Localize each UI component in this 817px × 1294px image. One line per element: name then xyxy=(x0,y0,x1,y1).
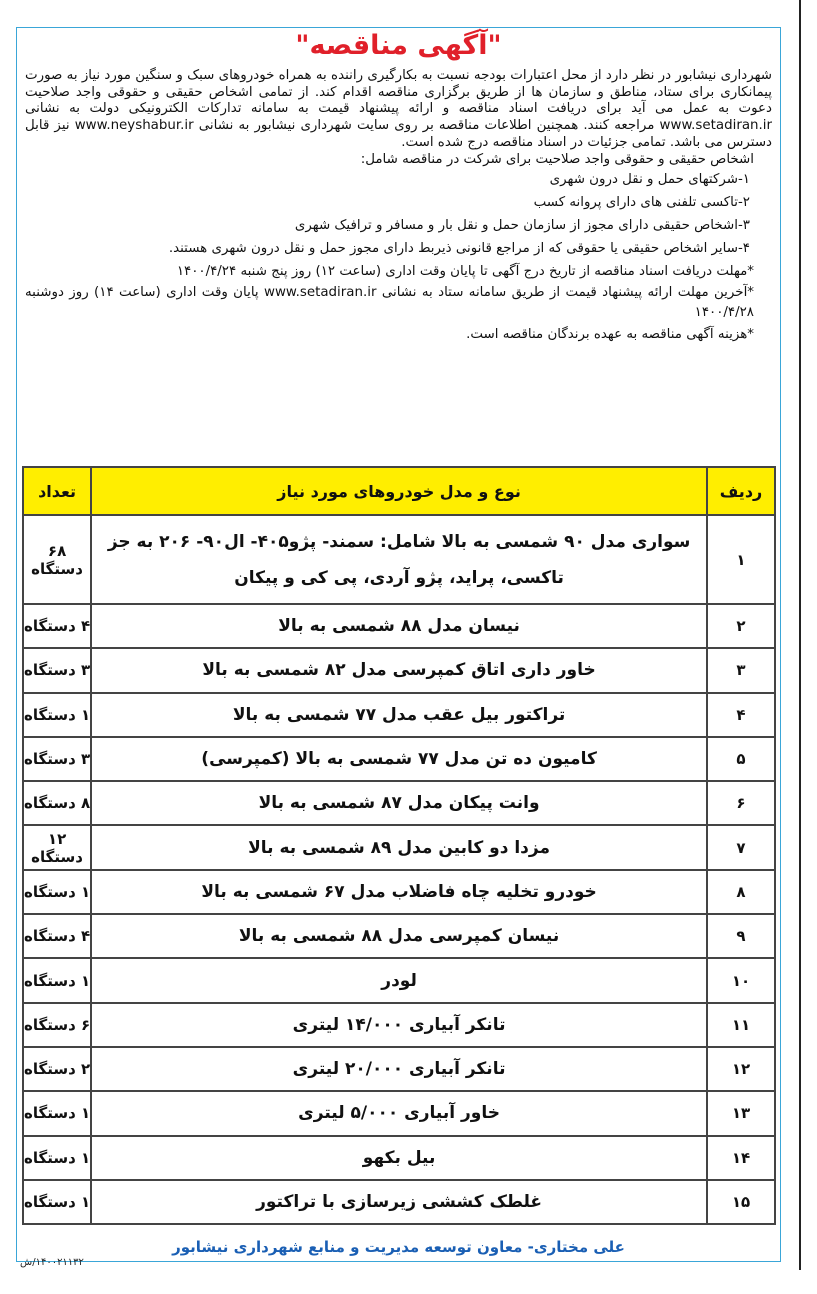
ad-title: "آگهی مناقصه" xyxy=(295,30,502,61)
row-count: ۳ دستگاه xyxy=(23,737,91,781)
row-description: کامیون ده تن مدل ۷۷ شمسی به بالا (کمپرسی) xyxy=(91,737,707,781)
row-index: ۱۵ xyxy=(707,1180,775,1224)
row-count: ۶ دستگاه xyxy=(23,1003,91,1047)
row-description: خاور داری اتاق کمپرسی مدل ۸۲ شمسی به بالا xyxy=(91,648,707,692)
vehicles-table xyxy=(22,466,776,1225)
row-description: بیل بکهو xyxy=(91,1136,707,1180)
row-description: خودرو تخلیه چاه فاضلاب مدل ۶۷ شمسی به بالا xyxy=(91,870,707,914)
row-index: ۱۰ xyxy=(707,958,775,1002)
row-index: ۴ xyxy=(707,693,775,737)
table-row xyxy=(23,781,775,825)
eligible-heading: اشخاص حقیقی و حقوقی واجد صلاحیت برای شرکت در مناقصه شامل: xyxy=(360,151,754,167)
eligible-item: ۲-تاکسی تلفنی های دارای پروانه کسب xyxy=(533,195,750,211)
table-row xyxy=(23,1003,775,1047)
table-row xyxy=(23,693,775,737)
row-index: ۱۳ xyxy=(707,1091,775,1135)
table-row xyxy=(23,1180,775,1224)
row-description: غلطک کششی زیرسازی با تراکتور xyxy=(91,1180,707,1224)
table-row xyxy=(23,1047,775,1091)
tender-ad xyxy=(16,27,781,1268)
row-count: ۳ دستگاه xyxy=(23,648,91,692)
row-index: ۳ xyxy=(707,648,775,692)
page-divider xyxy=(799,0,801,1270)
eligible-item: ۱-شرکتهای حمل و نقل درون شهری xyxy=(549,172,750,188)
row-count: ۱۲ دستگاه xyxy=(23,825,91,869)
row-count: ۴ دستگاه xyxy=(23,914,91,958)
row-index: ۹ xyxy=(707,914,775,958)
row-index: ۱۴ xyxy=(707,1136,775,1180)
header-count: تعداد xyxy=(23,467,91,515)
header-desc: نوع و مدل خودروهای مورد نیاز xyxy=(91,467,707,515)
signature: علی مختاری- معاون توسعه مدیریت و منابع شهرداری نیشابور xyxy=(172,1238,625,1256)
row-count: ۱ دستگاه xyxy=(23,958,91,1002)
row-description: لودر xyxy=(91,958,707,1002)
row-count: ۴ دستگاه xyxy=(23,604,91,648)
row-index: ۱۲ xyxy=(707,1047,775,1091)
ad-code: ۱۴۰۰۲۱۱۳۲/ش xyxy=(20,1257,84,1268)
row-index: ۱۱ xyxy=(707,1003,775,1047)
table-row xyxy=(23,1136,775,1180)
row-index: ۸ xyxy=(707,870,775,914)
row-count: ۱ دستگاه xyxy=(23,1180,91,1224)
row-description: تانکر آبیاری ۲۰/۰۰۰ لیتری xyxy=(91,1047,707,1091)
table-row xyxy=(23,604,775,648)
row-description: خاور آبیاری ۵/۰۰۰ لیتری xyxy=(91,1091,707,1135)
table-row xyxy=(23,648,775,692)
row-index: ۵ xyxy=(707,737,775,781)
row-count: ۱ دستگاه xyxy=(23,870,91,914)
eligible-item: ۳-اشخاص حقیقی دارای مجوز از سازمان حمل و نقل بار و مسافر و ترافیک شهری xyxy=(294,218,750,234)
row-index: ۱ xyxy=(707,515,775,604)
table-row xyxy=(23,958,775,1002)
row-description: تراکتور بیل عقب مدل ۷۷ شمسی به بالا xyxy=(91,693,707,737)
row-description: مزدا دو کابین مدل ۸۹ شمسی به بالا xyxy=(91,825,707,869)
row-description: وانت پیکان مدل ۸۷ شمسی به بالا xyxy=(91,781,707,825)
table-row xyxy=(23,737,775,781)
row-count: ۲ دستگاه xyxy=(23,1047,91,1091)
row-index: ۲ xyxy=(707,604,775,648)
row-count: ۱ دستگاه xyxy=(23,693,91,737)
ad-body xyxy=(25,68,772,346)
row-description: تانکر آبیاری ۱۴/۰۰۰ لیتری xyxy=(91,1003,707,1047)
intro-paragraph: شهرداری نیشابور در نظر دارد از محل اعتبارات بودجه نسبت به بکارگیری راننده به همراه خودروهای سبک و سنگین مورد نیاز به صورت پیمانکاری برای ستاد، مناطق و سازمان ها از طریق برگزاری مناقصه اقدام کند. از تمامی اشخاص حقیقی و حقوقی واجد صلاحیت دعوت به عمل می آید برای دریافت اسناد مناقصه و ارائه پیشنهاد قیمت به سامانه تدارکات الکترونیکی دولت به نشانی www.setadiran.ir مراجعه کنند. همچنین اطلاعات مناقصه بر روی سایت شهرداری نیشابور به نشانی www.neyshabur.ir نیز قابل دسترس می باشد. تمامی جزئیات در اسناد مناقصه درج شده است. xyxy=(25,68,772,150)
note: *مهلت دریافت اسناد مناقصه از تاریخ درج آگهی تا پایان وقت اداری (ساعت ۱۲) روز پنج شنبه ۱۴۰۰/۴/۲۴ xyxy=(176,264,754,280)
row-index: ۶ xyxy=(707,781,775,825)
row-description: سواری مدل ۹۰ شمسی به بالا شامل: سمند- پژو۴۰۵- ال۹۰- ۲۰۶ به جز تاکسی، پراید، پژو آردی، پی کی و پیکان xyxy=(91,515,707,604)
table-row xyxy=(23,825,775,869)
row-count: ۶۸ دستگاه xyxy=(23,515,91,604)
row-count: ۸ دستگاه xyxy=(23,781,91,825)
table-row xyxy=(23,914,775,958)
header-idx: ردیف xyxy=(707,467,775,515)
table-row xyxy=(23,515,775,604)
table-row xyxy=(23,870,775,914)
row-description: نیسان کمپرسی مدل ۸۸ شمسی به بالا xyxy=(91,914,707,958)
note: *هزینه آگهی مناقصه به عهده برندگان مناقصه است. xyxy=(466,327,754,343)
row-index: ۷ xyxy=(707,825,775,869)
table-row xyxy=(23,1091,775,1135)
row-count: ۱ دستگاه xyxy=(23,1136,91,1180)
row-count: ۱ دستگاه xyxy=(23,1091,91,1135)
row-description: نیسان مدل ۸۸ شمسی به بالا xyxy=(91,604,707,648)
eligible-item: ۴-سایر اشخاص حقیقی یا حقوقی که از مراجع قانونی ذیربط دارای مجوز حمل و نقل درون شهری هستند. xyxy=(168,241,750,257)
note: *آخرین مهلت ارائه پیشنهاد قیمت از طریق سامانه ستاد به نشانی www.setadiran.ir پایان وقت اداری (ساعت ۱۴) روز دوشنبه ۱۴۰۰/۴/۲۸ xyxy=(25,285,754,321)
